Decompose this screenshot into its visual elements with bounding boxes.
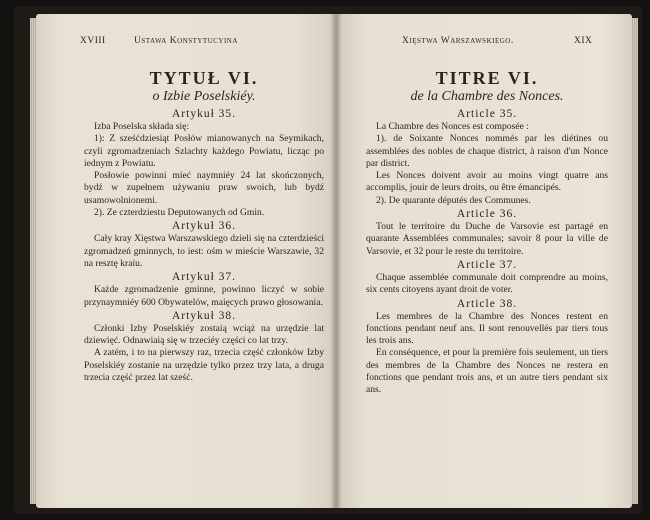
article-heading: Article 36.	[456, 208, 518, 221]
article-paragraph: 2). Ze czterdziestu Deputowanych od Gmin.	[94, 207, 265, 219]
article-heading: Article 35.	[456, 108, 518, 120]
right-page-header	[336, 36, 632, 50]
article-paragraph: 1). de Soixante Nonces nommés par les diétines ou assemblées des nobles de chaque district, à raison d'un Nonce par district.	[366, 133, 608, 169]
article-paragraph: A zatém, i to na pierwszy raz, trzecia część członków Izby Poselskiéy zostanie na urzędzie tylko przez trzy lata, a druga trzecia część przez lat sześć.	[84, 347, 324, 384]
article-heading: Artykuł 35.	[171, 108, 237, 120]
article-paragraph: En conséquence, et pour la première fois seulement, un tiers des membres de la Chambre des Nonces ne restera en fonctions que pendant trois ans, et un autre tiers pendant six ans.	[366, 347, 608, 396]
article-paragraph: Każde zgromadzenie gminne, powinno liczyć w sobie przynaymniéy 600 Obywatelów, maięcych prawo głosowania.	[84, 284, 324, 308]
page-number-right: XIX	[574, 36, 593, 46]
left-page-content	[84, 68, 324, 384]
book-gutter	[330, 14, 342, 508]
right-page-content	[366, 68, 608, 397]
article-paragraph: Chaque assemblée communale doit comprendre au moins, six cents citoyens ayant droit de voter.	[366, 271, 608, 296]
article-heading: Artykuł 37.	[171, 271, 237, 284]
right-page	[336, 14, 632, 508]
left-page-header	[36, 36, 336, 50]
article-paragraph: Członki Izby Poselskiéy zostaią wciąż na urzędzie lat dziewięć. Odnawiaią się w trzeciéy części co lat trzy.	[84, 322, 324, 347]
article-paragraph: Tout le territoire du Duche de Varsovie est partagé en quarante Assemblées communales; savoir 8 pour la ville de Varsovie, et 32 pour le reste du territoire.	[366, 221, 608, 257]
article-paragraph: Les Nonces doivent avoir au moins vingt quatre ans accomplis, jouir de leurs droits, ou être émancipés.	[366, 170, 608, 194]
article-paragraph: 2). De quarante députés des Communes.	[376, 194, 531, 206]
article-heading: Artykuł 36.	[171, 220, 237, 233]
running-head-right: Xięstwa Warszawskiego.	[402, 36, 514, 46]
article-paragraph: Izba Poselska składa się:	[94, 121, 190, 132]
article-heading: Article 38.	[456, 297, 518, 310]
open-book	[14, 6, 642, 514]
running-head-left: Ustawa Konstytucyina	[134, 36, 238, 46]
article-paragraph: Les membres de la Chambre des Nonces restent en fonctions pendant neuf ans. Il sont renouvellés par tiers tous les trois ans.	[366, 310, 608, 347]
article-paragraph: Posłowie powinni mieć naymniéy 24 lat skończonych, bydź w zupełnem używaniu praw swoich, lub bydź usamowolnionemi.	[84, 170, 324, 206]
subtitle-right: de la Chambre des Nonces.	[410, 89, 564, 104]
subtitle-left: o Izbie Poselskiéy.	[152, 89, 256, 104]
article-paragraph: La Chambre des Nonces est composée :	[376, 121, 529, 132]
article-paragraph: 1): Z sześćdziesiąt Posłów mianowanych na Seymikach, czyli zgromadzeniach Szlachty każdego Powiatu, licząc po iednym z Powiatu.	[84, 133, 324, 169]
article-heading: Artykuł 38.	[171, 309, 237, 322]
title-right: TITRE VI.	[435, 68, 539, 88]
page-number-left: XVIII	[80, 36, 106, 46]
article-paragraph: Cały kray Xięstwa Warszawskiego dzieli się na czterdzieści zgromadzeń gminnych, to iest: ośm w mieście Warszawie, 32 na resztę kraiu.	[84, 233, 324, 269]
left-page	[36, 14, 336, 508]
article-heading: Article 37.	[456, 258, 518, 271]
title-left: TYTUŁ VI.	[149, 68, 259, 88]
